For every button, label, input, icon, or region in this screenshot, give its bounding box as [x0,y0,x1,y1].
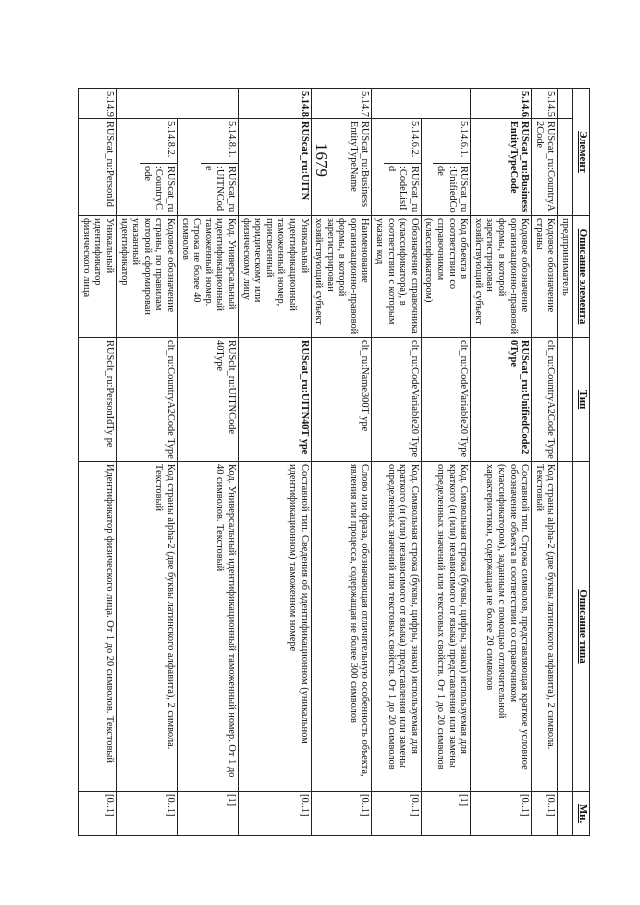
table-row [372,89,421,836]
table-body [79,89,573,836]
element-name: RUScat_ru:BusinessEntityTypeCode [471,119,532,216]
type-description: Составной тип. Строка символов, представляющая краткое условное обозначение объекта в соответствии со справочником (классификатором), заданным с помощью отличительной характеристики, содержащая не более 20 символов [471,462,532,792]
element-description: Кодовое обозначение страны, по правилам которой сформирован указанный идентификатор [117,216,178,338]
multiplicity: [0..1] [372,792,421,836]
element-description: Уникальный идентификационный таможенный номер, присвоенный юридическому или физическому лицу [238,216,311,338]
multiplicity: [0..1] [471,792,532,836]
multiplicity: [0..1] [311,792,372,836]
element-name: RUScat_ru:PersonId [79,119,117,216]
type-name: clt_ru:Name300T ype [311,338,372,462]
multiplicity: [1] [178,792,239,836]
table-row [421,89,470,836]
element-description: предприниматель [558,216,573,338]
row-number: 5.14.7. [311,89,372,119]
element-description: Кодовое обозначение организационно-правовой формы, в которой зарегистрирован хозяйствующий субъект [471,216,532,338]
table-row [79,89,117,836]
element-name: RUScat_ru:CountryA2Code [532,119,558,216]
table-row [532,89,558,836]
sub-element-cell [372,119,421,216]
multiplicity: [0..1] [79,792,117,836]
indent-cell [117,89,178,119]
table-header [573,89,590,836]
type-name: RUScat_ru:UITN40T ype [238,338,311,462]
multiplicity: [1] [421,792,470,836]
type-description: Слово или фраза, обозначающая отличительную особенность объекта, явления или процесса, содержащая не более 300 символов [311,462,372,792]
header-type-description: Описание типа [573,462,590,792]
row-number: 5.14.9. [79,89,117,119]
type-description: Код. Символьная строка (буквы, цифры, знаки) используемая для краткого (и (или) независимого от языка) представления или замены определенных значений или текстовых свойств. От 1 до 20 символов [372,462,421,792]
element-description: Код объекта в соответствии со справочником (классификатором) [421,216,470,338]
table-row [238,89,311,836]
type-name: clt_ru:CodeVariable20 Type [372,338,421,462]
element-name: RUScat_ru:UITNCode [202,166,237,213]
header-element-description: Описание элемента [573,216,590,338]
type-name [558,338,573,462]
type-name: RUScat_ru:UnifiedCode20Type [471,338,532,462]
type-description: Код страны alpha-2 (две буквы латинского алфавита), 2 символа. Текстовый [117,462,178,792]
row-number: 5.14.8. [238,89,311,119]
type-name: clt_ru:CountryA2Code Type [532,338,558,462]
table-row [471,89,532,836]
table-row [311,89,372,836]
element-description: Код. Универсальный идентификационный таможенный номер. Строка не более 40 символов [178,216,239,338]
type-name: RUSclt_ru:UITNCode 40Type [178,338,239,462]
element-description: Уникальный идентификатор физического лица [79,216,117,338]
element-name: RUScat_ru:UITN [238,119,311,216]
indent-cell [178,89,239,119]
sub-element-cell [117,119,178,216]
table-row [117,89,178,836]
rotated-table-container [80,88,590,835]
row-number: 5.14.6.1. [433,119,470,164]
type-name: RUSclt_ru:PersonIdTy pe [79,338,117,462]
element-name: RUScat_ru:CodeListId [385,166,420,213]
header-type: Тип [573,338,590,462]
indent-cell [421,89,470,119]
type-description: Код. Универсальный идентификационный таможенный номер. От 1 до 40 символов. Текстовый [178,462,239,792]
type-description: Идентификатор физического лица. От 1 до 20 символов. Текстовый [79,462,117,792]
type-description: Код страны alpha-2 (две буквы латинского алфавита), 2 символа. Текстовый [532,462,558,792]
multiplicity [558,792,573,836]
element-description: Кодовое обозначение страны [532,216,558,338]
sub-element-cell [178,119,239,216]
rotated-page-area [80,88,590,835]
sub-element-cell [421,119,470,216]
row-number: 5.14.8.2. [140,119,177,164]
multiplicity: [0..1] [238,792,311,836]
table-row [558,89,573,836]
elements-table [78,88,590,836]
type-description: Составной тип. Сведения об идентификационном (уникальном идентификационном) таможенном номере [238,462,311,792]
row-number: 5.14.6. [471,89,532,119]
multiplicity: [0..1] [117,792,178,836]
type-description: Код. Символьная строка (буквы, цифры, знаки) используемая для краткого (и (или) независимого от языка) представления или замены определенных значений или текстовых свойств. От 1 до 20 символов [421,462,470,792]
page-number-text: 1679 [312,143,331,177]
element-name: RUScat_ru:BusinessEntityTypeName [311,119,372,216]
multiplicity: [0..1] [532,792,558,836]
type-name: clt_ru:CountryA2Code Type [117,338,178,462]
table-row [178,89,239,836]
element-description: Обозначение справочника (классификатора), в соответствии с которым указан код [372,216,421,338]
element-name [558,119,573,216]
element-name: RUScat_ru:UnifiedCode [435,166,470,213]
row-number: 5.14.6.2. [384,119,421,164]
element-description: Наименование организационно-правовой формы, в которой зарегистрирован хозяйствующий субъект [311,216,372,338]
header-element: Элемент [573,89,590,216]
row-number [558,89,573,119]
indent-cell [372,89,421,119]
row-number: 5.14.5. [532,89,558,119]
type-name: clt_ru:CodeVariable20 Type [421,338,470,462]
header-multiplicity: Мн. [573,792,590,836]
element-name: RUScat_ru:CountryCode [141,166,176,213]
row-number: 5.14.8.1. [201,119,238,164]
header-row [573,89,590,836]
type-description [558,462,573,792]
